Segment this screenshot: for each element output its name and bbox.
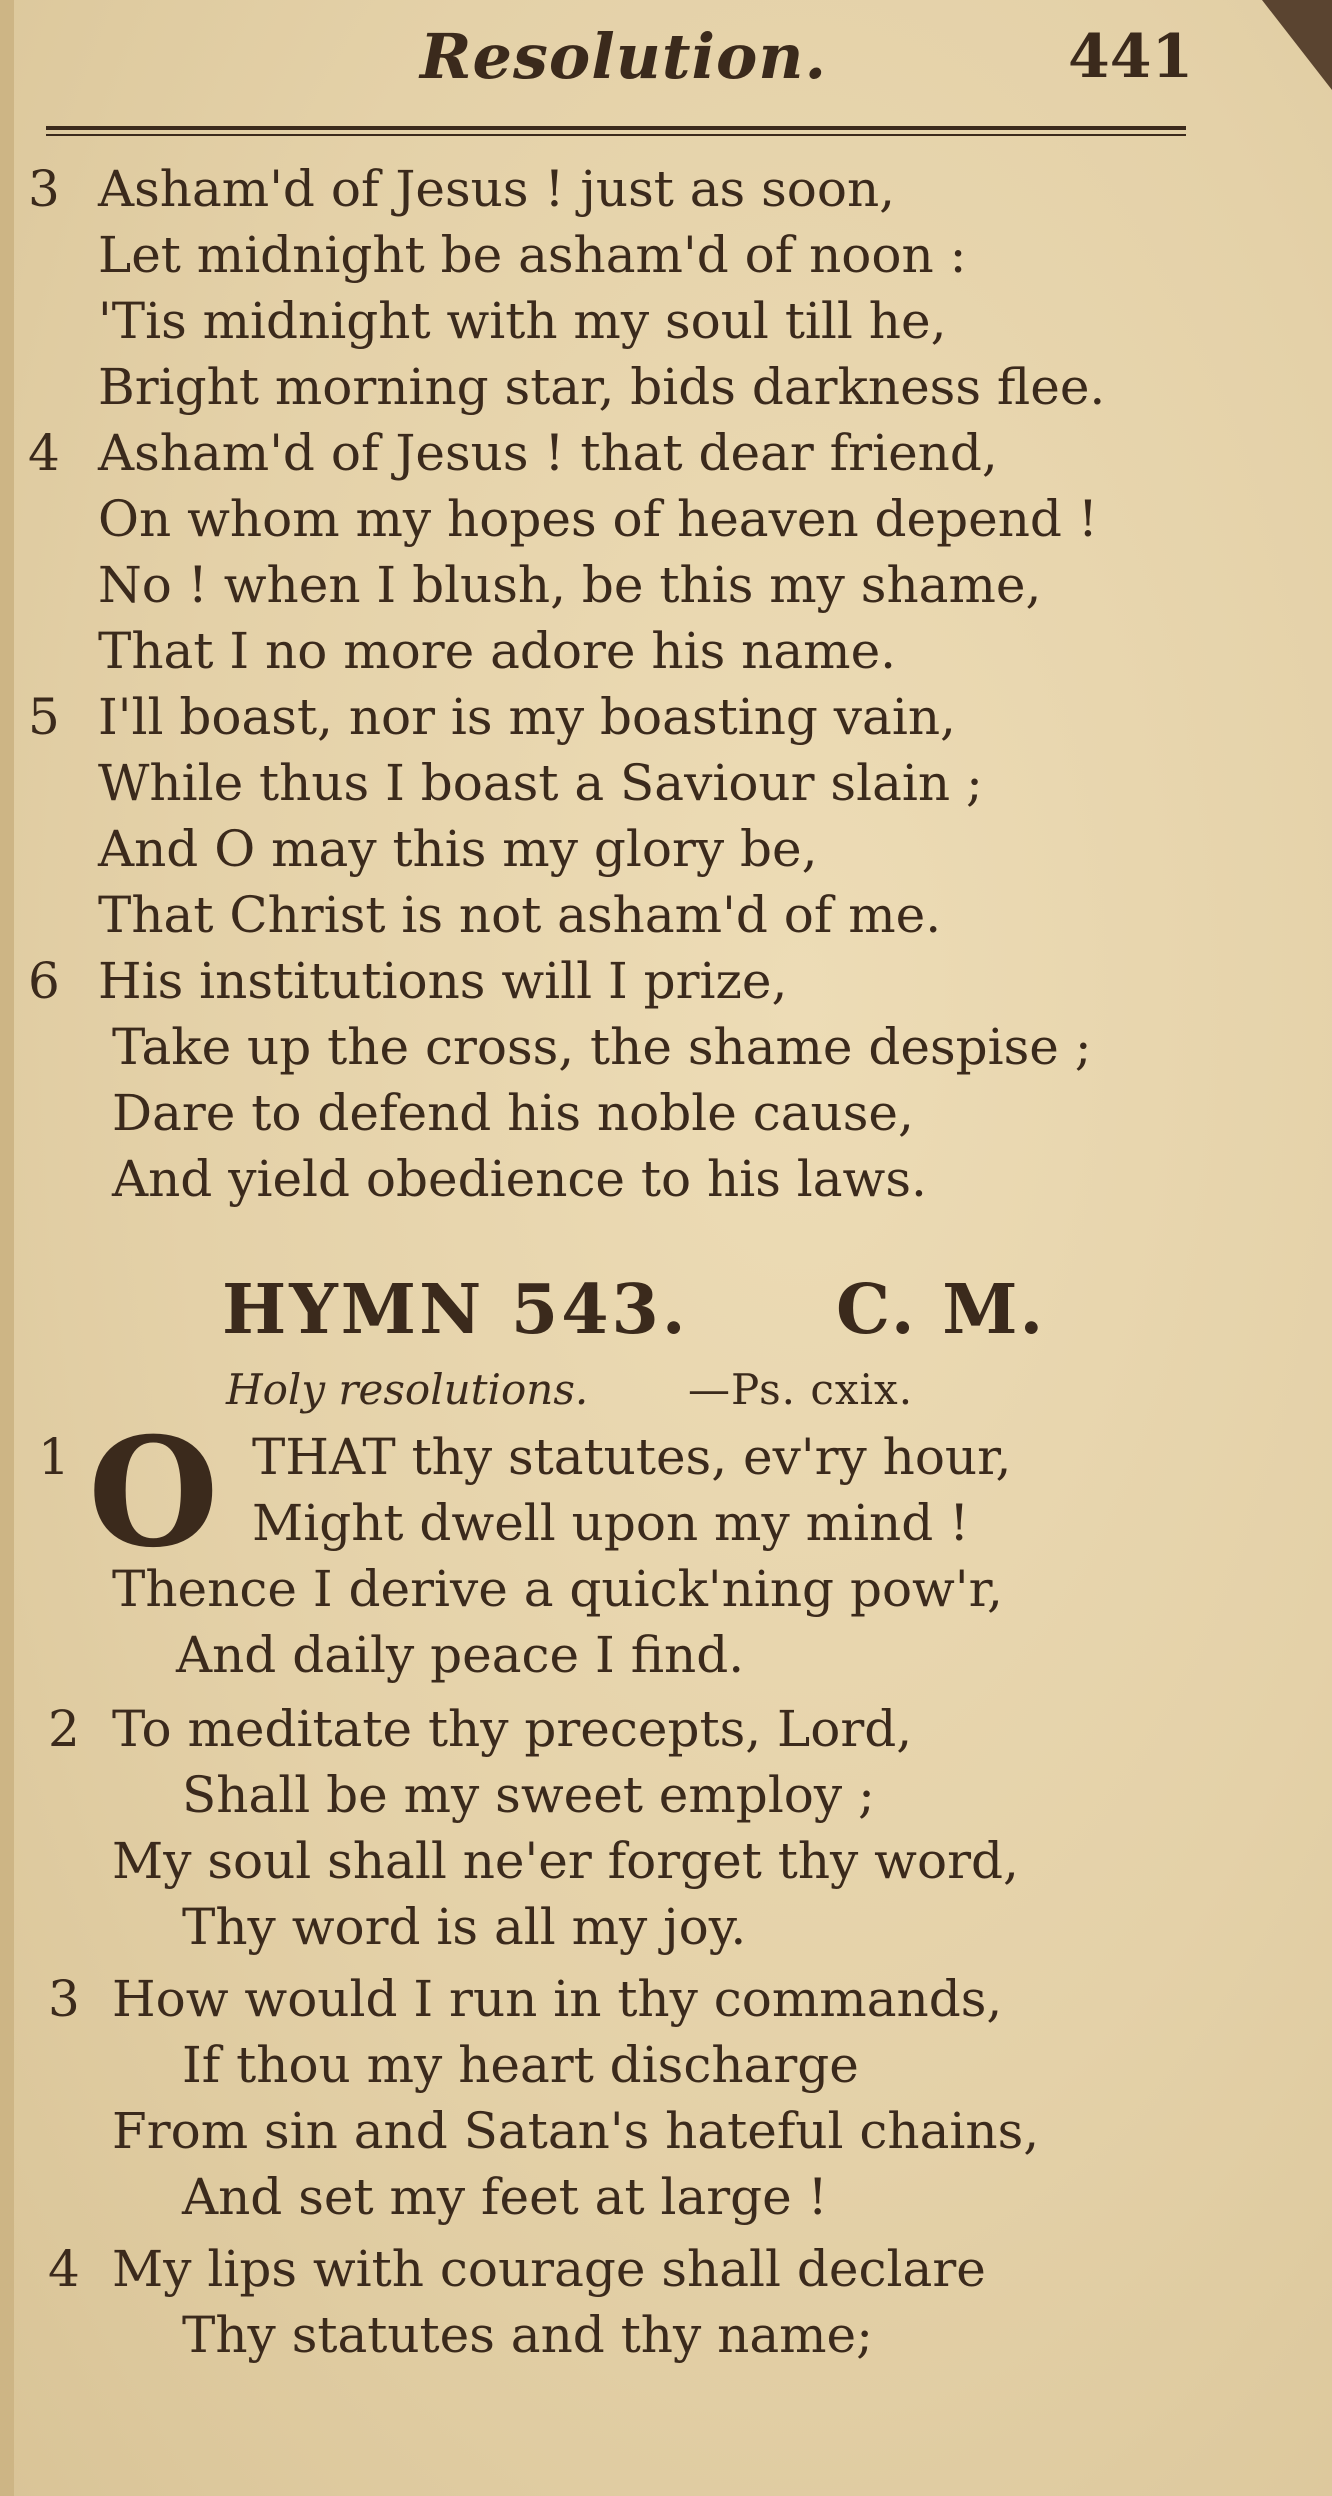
verse-line: How would I run in thy commands,: [112, 1970, 1003, 2028]
page-corner-shadow: [1262, 0, 1332, 90]
verse-line: And O may this my glory be,: [98, 820, 818, 878]
verse-line: His institutions will I prize,: [98, 952, 788, 1010]
verse-line: On whom my hopes of heaven depend !: [98, 490, 1098, 548]
verse-line: From sin and Satan's hateful chains,: [112, 2102, 1040, 2160]
verse-number: 6: [28, 952, 60, 1010]
verse-line: 'Tis midnight with my soul till he,: [98, 292, 947, 350]
verse-line: Dare to defend his noble cause,: [112, 1084, 914, 1142]
drop-cap: O: [88, 1405, 219, 1581]
verse-line: And set my feet at large !: [182, 2168, 828, 2226]
page-left-edge: [0, 0, 14, 2496]
verse-line: Thy statutes and thy name;: [182, 2306, 873, 2364]
verse-line: Let midnight be asham'd of noon :: [98, 226, 967, 284]
verse-number: 5: [28, 688, 60, 746]
scripture-reference: —Ps. cxix.: [688, 1365, 914, 1414]
verse-line: And daily peace I find.: [176, 1626, 745, 1684]
verse-line: Thence I derive a quick'ning pow'r,: [112, 1560, 1003, 1618]
header-rule: [46, 126, 1186, 130]
hymn-subtitle: Holy resolutions.: [226, 1365, 589, 1414]
hymn-meter: C. M.: [836, 1270, 1046, 1350]
verse-line: While thus I boast a Saviour slain ;: [98, 754, 983, 812]
verse-line: And yield obedience to his laws.: [112, 1150, 927, 1208]
page-number: 441: [1068, 22, 1194, 92]
verse-line: Take up the cross, the shame despise ;: [112, 1018, 1092, 1076]
verse-line: My lips with courage shall declare: [112, 2240, 986, 2298]
verse-number: 4: [48, 2240, 80, 2298]
verse-line: My soul shall ne'er forget thy word,: [112, 1832, 1019, 1890]
verse-line: Thy word is all my joy.: [182, 1898, 747, 1956]
verse-line: Asham'd of Jesus ! just as soon,: [98, 160, 896, 218]
verse-line: Might dwell upon my mind !: [252, 1494, 970, 1552]
verse-number: 3: [28, 160, 60, 218]
verse-line: Asham'd of Jesus ! that dear friend,: [98, 424, 998, 482]
verse-line: To meditate thy precepts, Lord,: [112, 1700, 913, 1758]
verse-line: That I no more adore his name.: [98, 622, 897, 680]
verse-line: THAT thy statutes, ev'ry hour,: [252, 1428, 1012, 1486]
verse-number: 2: [48, 1700, 80, 1758]
verse-line: Bright morning star, bids darkness flee.: [98, 358, 1106, 416]
running-title: Resolution.: [420, 20, 828, 93]
verse-number: 3: [48, 1970, 80, 2028]
verse-line: Shall be my sweet employ ;: [182, 1766, 875, 1824]
verse-line: No ! when I blush, be this my shame,: [98, 556, 1042, 614]
verse-number: 1: [38, 1428, 70, 1486]
verse-number: 4: [28, 424, 60, 482]
header-rule-thin: [46, 134, 1186, 136]
verse-line: If thou my heart discharge: [182, 2036, 859, 2094]
verse-line: I'll boast, nor is my boasting vain,: [98, 688, 956, 746]
verse-line: That Christ is not asham'd of me.: [98, 886, 942, 944]
hymn-heading: HYMN 543.: [222, 1270, 689, 1350]
